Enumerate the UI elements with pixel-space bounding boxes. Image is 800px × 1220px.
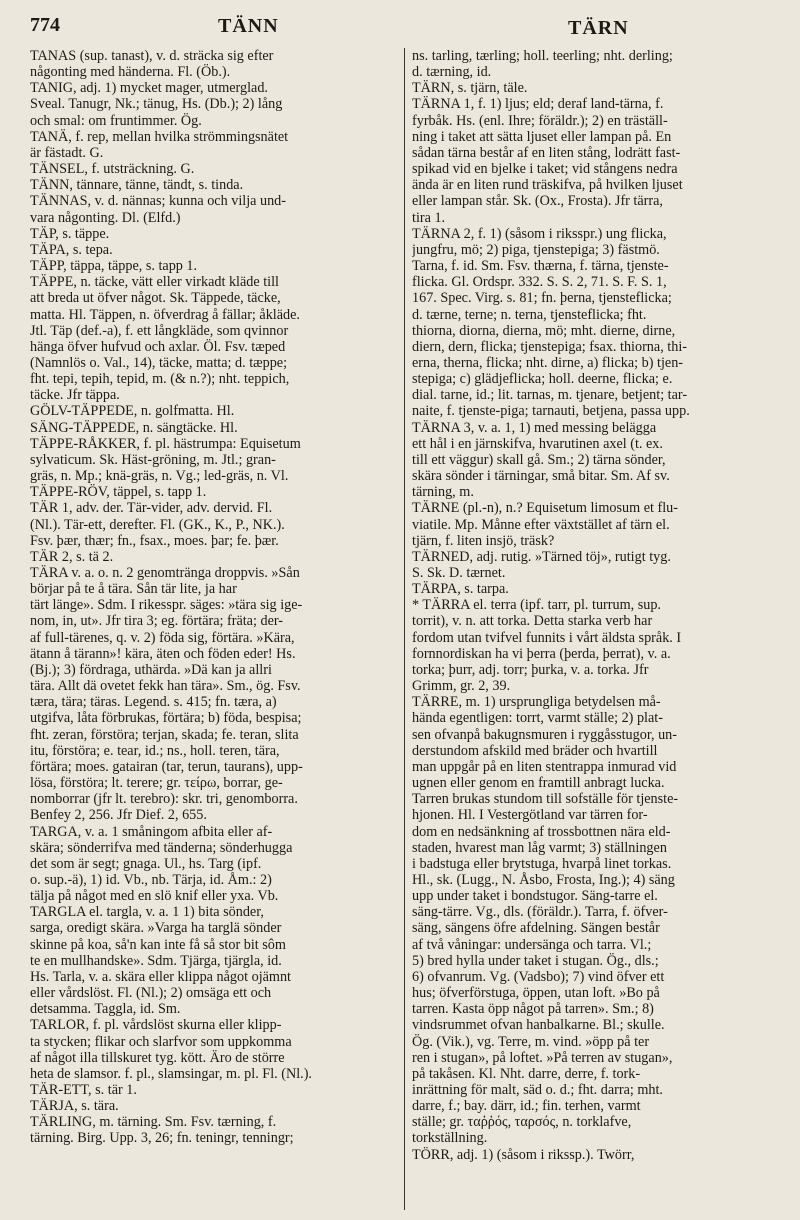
text-line: fyrbåk. Hs. (enl. Ihre; föräldr.); 2) en träställ- — [412, 112, 668, 129]
text-line: fht. zeran, förstöra; terjan, skada; fe. teran, slita — [30, 726, 299, 743]
text-line: TÄNN, tännare, tänne, tändt, s. tinda. — [30, 177, 244, 194]
text-line: erna, therna, flicka; nht. dirne, a) flicka; b) tjen- — [412, 354, 684, 371]
running-head-left: TÄNN — [218, 15, 279, 37]
text-line: Grimm, gr. 2, 39. — [412, 678, 511, 695]
running-head-right: TÄRN — [568, 17, 629, 39]
text-line: thiorna, diorna, dierna, mö; mht. dierne, dirne, — [412, 322, 676, 339]
text-line: vindsrummet ofvan hanbalkarne. Bl.; skulle. — [412, 1017, 665, 1034]
text-line: Hs. Tarla, v. a. skära eller klippa något ojämnt — [30, 968, 291, 985]
text-line: någonting med händerna. Fl. (Öb.). — [30, 64, 231, 81]
text-line: torkställning. — [412, 1130, 488, 1147]
text-line: Tarren brukas stundom till sofställe för tjenste- — [412, 791, 679, 808]
text-line: sådan tärna består af en liten stång, lodrätt fast- — [412, 144, 681, 161]
text-line: eller vårdslöst. Fl. (Nl.); 2) omsäga ett och — [30, 985, 272, 1002]
text-line: säng-tärre. Vg., dls. (föräldr.). Tarra, f. öfver- — [412, 904, 668, 921]
text-line: börjar på te å tära. Sån tär lite, ja har — [30, 581, 237, 598]
text-line: TARGLA el. targla, v. a. 1 1) bita sönder, — [30, 904, 264, 921]
text-line: tira 1. — [412, 209, 446, 226]
text-line: TÄRA v. a. o. n. 2 genomtränga droppvis. »Sån — [30, 565, 300, 581]
text-line: * TÄRRA el. terra (ipf. tarr, pl. turrum, sup. — [412, 597, 661, 614]
text-line: SÄNG-TÄPPEDE, n. sängtäcke. Hl. — [30, 419, 238, 436]
text-line: TÄPPE-RÅKKER, f. pl. hästrumpa: Equisetum — [30, 435, 301, 452]
page-number: 774 — [30, 14, 60, 36]
text-line: TÄRNE (pl.-n), n.? Equisetum limosum et flu- — [412, 500, 678, 517]
text-line: man uppgår på en liten stentrappa inmurad vid — [412, 758, 677, 775]
text-line: stepiga; c) glädjeflicka; holl. deerne, flicka; e. — [412, 371, 673, 388]
text-line: TÄRNED, adj. rutig. »Tärned töj», rutigt tyg. — [412, 548, 671, 565]
text-line: spikad vid en bjelke i taket; vid stångens nedra — [412, 161, 678, 178]
text-line: tarren. Kasta öpp något på tarren». Sm.; 8) — [412, 1001, 654, 1018]
text-line: hänga öfver hufvud och axlar. Öl. Fsv. tæped — [30, 338, 286, 355]
text-line: d. tærne, terne; n. terna, tjensteflicka; fht. — [412, 306, 647, 323]
text-line: i badstuga eller brytstuga, hvarpå linet torkas. — [412, 855, 672, 872]
text-line: matta. Hl. Täppen, n. öfverdrag å fällar; åkläde. — [30, 306, 300, 323]
text-line: skära sönder i tärningar, små bitar. Sm. Af sv. — [412, 468, 670, 485]
text-line: 167. Spec. Virg. s. 81; fn. þerna, tjensteflicka; — [412, 290, 672, 307]
text-line: gräs, n. Mp.; knä-gräs, n. Vg.; led-gräs, n. Vl. — [30, 468, 289, 485]
text-line: skinne på koa, så'n kan inte få så stor bit sôm — [30, 936, 286, 953]
column-divider — [404, 48, 405, 1210]
text-line: och smal: om fruntimmer. Ög. — [30, 112, 202, 129]
text-line: tärt länge». Sdm. I rikesspr. säges: »tära sig ige- — [30, 597, 303, 614]
text-line: TÄRRE, m. 1) ursprungliga betydelsen må- — [412, 694, 661, 711]
text-line: ren i stugan», på loftet. »På terren av stugan», — [412, 1049, 673, 1066]
text-line: Tarna, f. id. Sm. Fsv. thærna, f. tärna, tjenste- — [412, 258, 669, 275]
text-line: TÄRPA, s. tarpa. — [412, 581, 509, 598]
text-line: TÄRNA 1, f. 1) ljus; eld; deraf land-tärna, f. — [412, 96, 664, 113]
text-line: ända är en liten rund träskifva, på hvilken ljuset — [412, 177, 683, 194]
text-line: dom en nedsänkning af trossbottnen nära eld- — [412, 823, 671, 840]
text-line: af två våningar: undersänga och tarra. Vl.; — [412, 936, 652, 953]
text-line: darre, f.; bay. därr, id.; fin. terhen, varmt — [412, 1098, 641, 1115]
text-line: sarga, oredigt skära. »Varga ha targlä sönder — [30, 920, 282, 937]
text-line: fordom utan tvifvel funnits i vårt äldsta språk. I — [412, 629, 682, 646]
text-line: det som är segt; gnaga. Ul., hs. Targ (ipf. — [30, 855, 262, 872]
text-line: inrättning för malt, säd o. d.; fht. darra; mht. — [412, 1082, 663, 1098]
text-line: TÄPP, täppa, täppe, s. tapp 1. — [30, 258, 198, 275]
text-line: (Nl.). Tär-ett, derefter. Fl. (GK., K., P., NK.). — [30, 516, 285, 533]
text-line: förtära; moes. gatairan (tar, terun, taurans), upp- — [30, 758, 303, 775]
text-line: till ett väggur) skall gå. Sm.; 2) tärna sönder, — [412, 451, 666, 468]
text-line: af full-tärenes, q. v. 2) föda sig, förtära. »Kära, — [30, 629, 295, 646]
text-line: itu, förstöra; e. tear, id.; ns., holl. teren, tära, — [30, 742, 280, 759]
text-line: upp under taket i bondstugor. Säng-tarre el. — [412, 888, 658, 905]
text-line: skära; sönderrifva med tänderna; sönderhugga — [30, 839, 293, 856]
text-line: viatile. Mp. Månne efter växtstället af tärn el. — [412, 516, 670, 533]
text-line: hjonen. Hl. I Vestergötland var tärren for- — [412, 807, 648, 824]
text-line: nomborrar (jfr lt. terebro): skr. tri, genomborra. — [30, 791, 298, 808]
text-line: tära. Allt dä ovetet fekk han tära». Sm., ög. Fsv. — [30, 678, 301, 695]
text-line: ugnen eller genom en framtill anbragt lucka. — [412, 775, 665, 792]
text-line: ställe; gr. ταῤῥός, ταρσός, n. torklafve, — [412, 1114, 632, 1131]
text-line: d. tærning, id. — [412, 64, 492, 81]
text-line: TANIG, adj. 1) mycket mager, utmerglad. — [30, 80, 268, 97]
text-line: 5) bred hylla under taket i stugan. Ög., dls.; — [412, 952, 659, 969]
text-line: eller lampan står. Sk. (Ox., Frosta). Jfr tärra, — [412, 193, 663, 210]
text-line: nom, in, ut». Jfr tira 3; eg. förtära; fräta; der- — [30, 613, 284, 630]
text-line: Ög. (Vik.), vg. Terre, m. vind. »öpp på ter — [412, 1033, 650, 1050]
text-line: TARLOR, f. pl. vårdslöst skurna eller klipp- — [30, 1017, 282, 1034]
text-line: TÄNSEL, f. utsträckning. G. — [30, 161, 195, 178]
text-line: torka; þurr, adj. torr; þurka, v. a. torka. Jfr — [412, 661, 649, 678]
running-header — [0, 14, 800, 44]
text-line: TÄNNAS, v. d. nännas; kunna och vilja und- — [30, 193, 286, 210]
text-line: dial. tarne, id.; lit. tarnas, m. tjenare, betjent; tar- — [412, 387, 688, 404]
text-line: Sveal. Tanugr, Nk.; tänug, Hs. (Db.); 2) lång — [30, 96, 283, 113]
text-line: sen ofvanpå bakugnsmuren i ryggåsstugor, un- — [412, 726, 677, 743]
text-line: af något illa tillskuret tyg. kött. Äro de större — [30, 1049, 285, 1066]
text-line: ta stycken; flikar och slarfvor som uppkomma — [30, 1033, 292, 1050]
text-line: heta de slamsor. f. pl., slamsingar, m. pl. Fl. (Nl.). — [30, 1065, 312, 1082]
text-line: naite, f. tjenste-piga; tarnauti, betjena, passa upp. — [412, 403, 690, 420]
text-line: o. sup.-ä), 1) id. Vb., nb. Tärja, id. Åm.: 2) — [30, 871, 272, 888]
text-line: GÖLV-TÄPPEDE, n. golfmatta. Hl. — [30, 403, 235, 420]
text-line: TÄRJA, s. tära. — [30, 1098, 119, 1115]
text-line: utgifva, låta förbrukas, förtära; b) föda, bespisa; — [30, 710, 302, 727]
text-line: fornnordiskan ha vi þerra (þerda, þerrat), v. a. — [412, 645, 671, 662]
text-line: TÄR 1, adv. der. Tär-vider, adv. dervid. Fl. — [30, 500, 273, 517]
text-line: täcke. Jfr täppa. — [30, 387, 120, 404]
text-line: tæra, tära; täras. Legend. s. 415; fn. tæra, a) — [30, 694, 277, 711]
text-line: lösa, förstöra; lt. terere; gr. τείρω, borrar, ge- — [30, 775, 283, 792]
text-line: ning i taket att sätta ljuset eller lampan på. En — [412, 128, 672, 145]
text-line: te en mullhandske». Sdm. Tjärga, tjärgla, id. — [30, 952, 282, 969]
text-line: tärning, m. — [412, 484, 474, 501]
text-line: säng, sängens öfre afdelning. Sängen består — [412, 920, 660, 937]
right-column — [412, 48, 772, 1210]
text-line: flicka. Gl. Ordspr. 332. S. S. 2, 71. S. F. S. 1, — [412, 274, 667, 291]
text-line: Benfey 2, 256. Jfr Dief. 2, 655. — [30, 807, 207, 824]
text-line: TÄRNA 3, v. a. 1, 1) med messing belägga — [412, 419, 657, 436]
text-line: ns. tarling, tærling; holl. teerling; nht. derling; — [412, 48, 673, 64]
text-line: hända egentligen: torrt, varmt ställe; 2) plat- — [412, 710, 663, 727]
text-line: TARGA, v. a. 1 småningom afbita eller af- — [30, 823, 273, 840]
text-line: S. Sk. D. tærnet. — [412, 565, 506, 581]
text-line: Jtl. Täp (def.-a), f. ett långkläde, som qvinnor — [30, 322, 289, 339]
text-line: ett hål i en järnskifva, hvarutinen axel (t. ex. — [412, 435, 663, 452]
text-line: sylvaticum. Sk. Häst-gröning, m. Jtl.; gran- — [30, 451, 276, 468]
text-line: jungfru, mö; 2) piga, tjenstepiga; 3) fästmö. — [412, 241, 660, 258]
text-line: vara någonting. Dl. (Elfd.) — [30, 209, 181, 226]
text-line: (Namnlös o. Val., 14), täcke, matta; d. tæppe; — [30, 354, 288, 371]
text-line: tärning. Birg. Upp. 3, 26; fn. teningr, tenningr; — [30, 1130, 294, 1147]
text-line: tälja på något med en slö knif eller yxa. Vb. — [30, 888, 279, 905]
text-line: att breda ut öfver något. Sk. Täppede, täcke, — [30, 290, 281, 307]
text-line: TÄR-ETT, s. tär 1. — [30, 1082, 137, 1098]
text-line: på takåsen. Kl. Nht. darre, derre, f. tork- — [412, 1065, 641, 1082]
text-line: ätann å tärann»! kära, äten och föden eder! Hs. — [30, 645, 296, 662]
text-line: torrit), v. n. att torka. Detta starka verb har — [412, 613, 653, 630]
text-line: Fsv. þær, thær; fn., fsax., moes. þar; fe. þær. — [30, 532, 279, 549]
text-line: TANAS (sup. tanast), v. d. sträcka sig efter — [30, 48, 274, 64]
text-line: TÄP, s. täppe. — [30, 225, 110, 242]
text-line: tjärn, f. liten insjö, träsk? — [412, 532, 555, 549]
text-line: TANÄ, f. rep, mellan hvilka strömmingsnätet — [30, 128, 289, 145]
left-column — [30, 48, 398, 1210]
text-line: diern, dern, flicka; tjenstepiga; fsax. thiorna, thi- — [412, 338, 687, 355]
text-line: TÄR 2, s. tä 2. — [30, 548, 114, 565]
text-line: fht. tepi, tepih, tepid, m. (& n.?); nht. teppich, — [30, 371, 290, 388]
text-line: TÄRNA 2, f. 1) (såsom i riksspr.) ung flicka, — [412, 225, 667, 242]
text-line: TÄPA, s. tepa. — [30, 241, 113, 258]
text-line: derstundom afskild med bräder och hvartill — [412, 742, 658, 759]
text-line: TÄPPE, n. täcke, vätt eller virkadt kläde till — [30, 274, 280, 291]
text-line: 6) ofvanrum. Vg. (Vadsbo); 7) vind öfver ett — [412, 968, 665, 985]
text-line: detsamma. Taggla, id. Sm. — [30, 1001, 181, 1018]
text-line: TÄRLING, m. tärning. Sm. Fsv. tærning, f. — [30, 1114, 277, 1131]
text-line: TÄRN, s. tjärn, täle. — [412, 80, 528, 97]
text-line: TÄPPE-RÖV, täppel, s. tapp 1. — [30, 484, 207, 501]
text-line: är fästadt. G. — [30, 144, 104, 161]
text-line: TÖRR, adj. 1) (såsom i rikssp.). Twörr, — [412, 1146, 635, 1163]
text-line: hus; öfverförstuga, öppen, utan loft. »Bo på — [412, 985, 660, 1002]
text-line: Hl., sk. (Lugg., N. Åsbo, Frosta, Ing.); 4) säng — [412, 871, 675, 888]
text-line: (Bj.); 3) fördraga, uthärda. »Dä kan ja allri — [30, 661, 272, 678]
text-line: staden, hvarest man låg varmt; 3) ställningen — [412, 839, 667, 856]
